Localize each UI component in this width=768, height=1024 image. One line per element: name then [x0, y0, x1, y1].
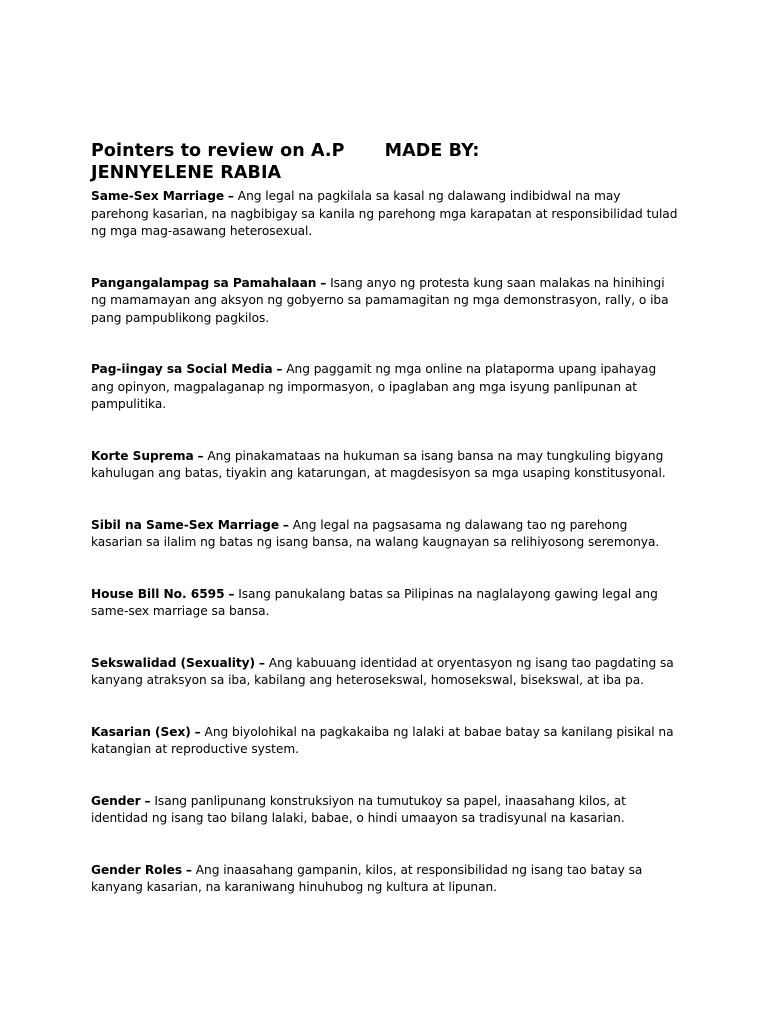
definition-text: Ang inaasahang gampanin, kilos, at responsibilidad ng isang tao batay sa kanyang kasarian, na karaniwang hinuhubog ng kultura at lipunan. — [91, 862, 643, 894]
definition-term: House Bill No. 6595 — [91, 586, 225, 601]
term-separator: – — [227, 189, 234, 203]
document-title — [91, 140, 681, 184]
definition-entry — [91, 862, 681, 897]
definition-entry — [91, 586, 681, 621]
term-separator: – — [282, 517, 289, 532]
term-separator: – — [185, 862, 192, 877]
title-text: Pointers to review on A.P — [91, 141, 345, 161]
author-label: MADE BY: — [384, 141, 480, 161]
term-separator: – — [197, 448, 204, 463]
definition-term: Same-Sex Marriage — [91, 189, 225, 203]
document-page — [91, 140, 681, 897]
definition-term: Gender — [91, 793, 141, 808]
definition-entry — [91, 724, 681, 759]
definition-text: Isang panlipunang konstruksiyon na tumutukoy sa papel, inaasahang kilos, at identidad ng isang tao bilang lalaki, babae, o hindi umaayon sa tradisyunal na kasarian. — [91, 793, 626, 825]
definition-term: Korte Suprema — [91, 448, 194, 463]
definition-text: Ang legal na pagsasama ng dalawang tao ng parehong kasarian sa ilalim ng batas ng isang bansa, na walang kaugnayan sa relihiyosong seremonya. — [91, 517, 660, 549]
definition-term: Gender Roles — [91, 862, 183, 877]
term-separator: – — [194, 724, 201, 739]
definition-entry — [91, 275, 681, 328]
definition-text: Isang panukalang batas sa Pilipinas na naglalayong gawing legal ang same-sex marriage sa bansa. — [91, 586, 658, 618]
definition-text: Ang kabuuang identidad at oryentasyon ng isang tao pagdating sa kanyang atraksyon sa iba, kabilang ang heterosekswal, homosekswal, bisekswal, at iba pa. — [91, 655, 674, 687]
term-separator: – — [228, 586, 235, 601]
definition-entry — [91, 655, 681, 690]
definition-term: Sekswalidad (Sexuality) — [91, 655, 256, 670]
term-separator: – — [144, 793, 151, 808]
definition-entry — [91, 517, 681, 552]
definition-entry — [91, 361, 681, 414]
definition-text: Ang paggamit ng mga online na plataporma upang ipahayag ang opinyon, magpalaganap ng impormasyon, o ipaglaban ang mga isyung panlipunan at pampulitika. — [91, 362, 657, 411]
definition-term: Pag-iingay sa Social Media — [91, 362, 273, 376]
definition-text: Isang anyo ng protesta kung saan malakas na hinihingi ng mamamayan ang aksyon ng gobyerno sa pamamagitan ng mga demonstrasyon, rally, o iba pang pampublikong pagkilos. — [91, 275, 669, 325]
definition-term: Kasarian (Sex) — [91, 724, 191, 739]
definition-entry — [91, 793, 681, 828]
term-separator: – — [258, 655, 265, 670]
definition-text: Ang pinakamataas na hukuman sa isang bansa na may tungkuling bigyang kahulugan ang batas, tiyakin ang katarungan, at magdesisyon sa mga usaping konstitusyonal. — [91, 448, 666, 480]
definition-entry — [91, 448, 681, 483]
definition-term: Pangangalampag sa Pamahalaan — [91, 275, 317, 290]
author-name: JENNYELENE RABIA — [91, 163, 282, 183]
term-separator: – — [320, 275, 327, 290]
definition-entry — [91, 188, 681, 241]
definition-text: Ang biyolohikal na pagkakaiba ng lalaki at babae batay sa kanilang pisikal na katangian at reproductive system. — [91, 724, 674, 756]
term-separator: – — [276, 362, 283, 376]
definition-term: Sibil na Same-Sex Marriage — [91, 517, 280, 532]
definition-text: Ang legal na pagkilala sa kasal ng dalawang indibidwal na may parehong kasarian, na nagbibigay sa kanila ng parehong mga karapatan at responsibilidad tulad ng mga mag-asawang heterosexual. — [91, 189, 678, 238]
definition-list — [91, 188, 681, 897]
